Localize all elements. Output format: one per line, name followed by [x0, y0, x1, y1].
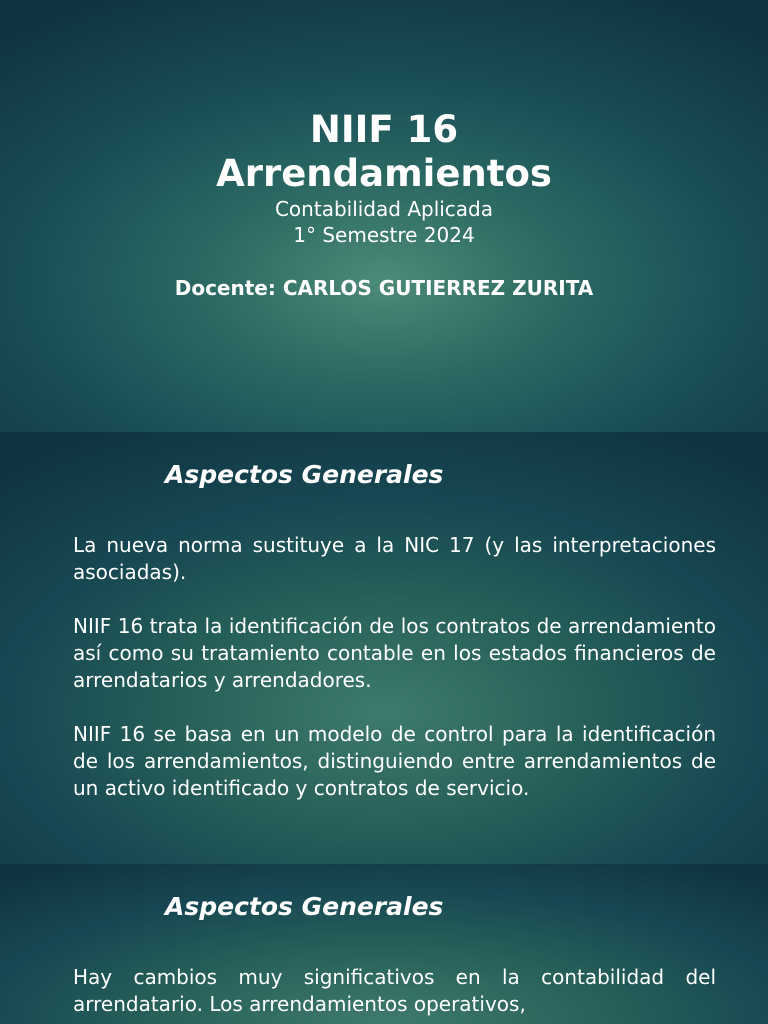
- slide-aspectos-generales-2: [0, 864, 768, 1024]
- body-text: [73, 964, 716, 1024]
- instructor-name: Docente: CARLOS GUTIERREZ ZURITA: [174, 276, 594, 300]
- subtitle-semester: 1° Semestre 2024: [293, 223, 475, 247]
- paragraph: NIIF 16 trata la identificación de los contratos de arrendamiento así como su tratamiento contable en los estados financieros de arrendatarios y arrendadores.: [73, 614, 716, 692]
- section-heading: Aspectos Generales: [165, 892, 444, 921]
- title-line-1: NIIF 16: [309, 108, 459, 151]
- section-heading: Aspectos Generales: [165, 460, 444, 489]
- title-block: [0, 108, 768, 300]
- paragraph: Hay cambios muy significativos en la contabilidad del arrendatario. Los arrendamientos operativos,: [73, 965, 716, 1016]
- paragraph: La nueva norma sustituye a la NIC 17 (y las interpretaciones asociadas).: [73, 533, 716, 584]
- slide-title: [0, 0, 768, 432]
- title-line-2: Arrendamientos: [216, 152, 552, 195]
- subtitle-course: Contabilidad Aplicada: [274, 197, 494, 221]
- slide-aspectos-generales-1: [0, 432, 768, 864]
- body-text: [73, 532, 716, 829]
- paragraph: NIIF 16 se basa en un modelo de control para la identificación de los arrendamientos, distinguiendo entre arrendamientos de un activo identificado y contratos de servicio.: [73, 722, 716, 800]
